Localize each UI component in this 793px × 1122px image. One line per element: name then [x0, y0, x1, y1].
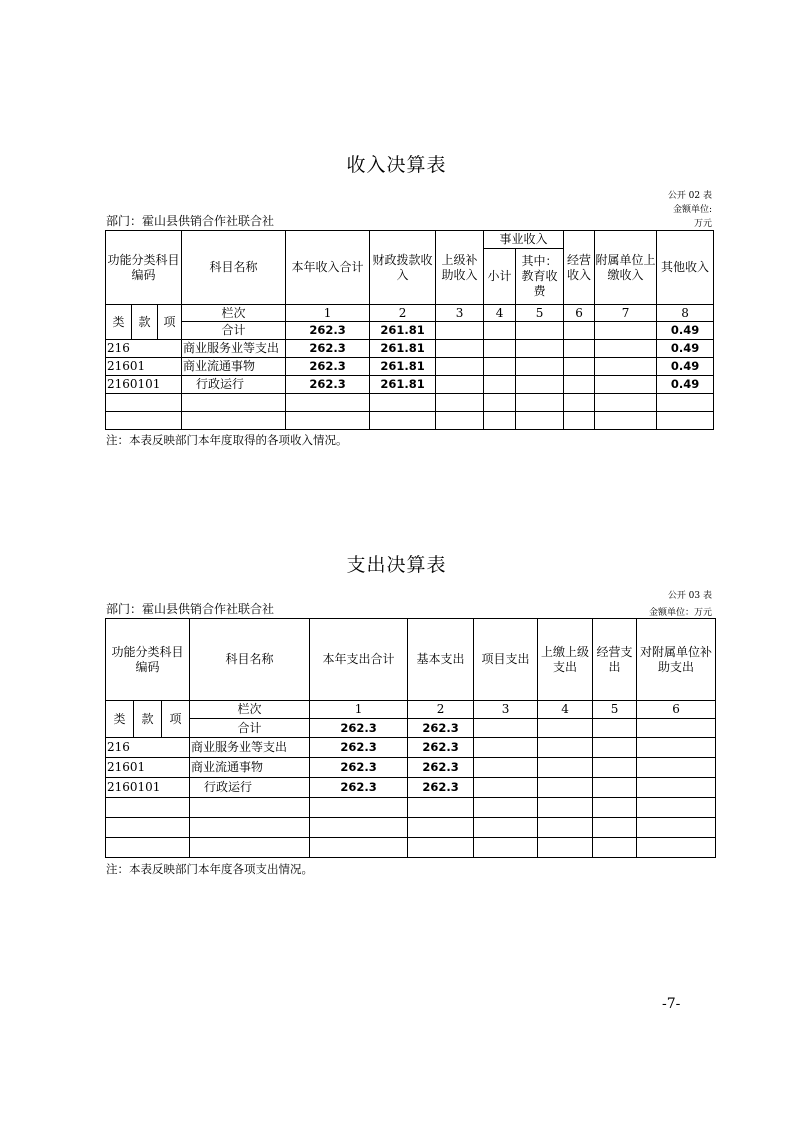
expense-col-4: 4: [538, 701, 593, 719]
income-lanci: 栏次: [182, 305, 286, 322]
expense-row-basic: 262.3: [408, 738, 474, 758]
income-row-other: 0.49: [657, 376, 714, 394]
income-col-4: 4: [484, 305, 516, 322]
income-row-fiscal: 261.81: [370, 358, 436, 376]
income-note: 注：本表反映部门本年度取得的各项收入情况。: [106, 433, 348, 447]
expense-dept: 部门：霍山县供销合作社联合社: [106, 602, 275, 616]
expense-table: [105, 618, 716, 858]
table-row: [106, 818, 716, 838]
expense-row-total: 262.3: [310, 738, 408, 758]
expense-note: 注：本表反映部门本年度各项支出情况。: [106, 862, 313, 876]
income-dept: 部门：霍山县供销合作社联合社: [106, 214, 275, 228]
income-header-xiang: 项: [158, 305, 182, 340]
income-row-other: 0.49: [657, 322, 714, 340]
expense-col-5: 5: [593, 701, 637, 719]
income-row-code: 21601: [106, 358, 182, 376]
expense-col-3: 3: [474, 701, 538, 719]
expense-row-basic: 262.3: [408, 719, 474, 738]
expense-col-1: 1: [310, 701, 408, 719]
income-row-fiscal: 261.81: [370, 322, 436, 340]
income-row-name: 合计: [182, 322, 286, 340]
income-col-5: 5: [516, 305, 564, 322]
income-header-edu: 其中：教育收费: [516, 249, 564, 305]
income-col-1: 1: [286, 305, 370, 322]
income-header-lei: 类: [106, 305, 132, 340]
income-row-total: 262.3: [286, 322, 370, 340]
table-row: [106, 376, 714, 394]
income-row-other: 0.49: [657, 358, 714, 376]
table-row: [106, 798, 716, 818]
income-header-code: 功能分类科目编码: [106, 231, 182, 305]
income-header-kuan: 款: [132, 305, 158, 340]
table-row: [106, 838, 716, 858]
income-row-code: 2160101: [106, 376, 182, 394]
expense-row-name: 商业流通事物: [190, 758, 310, 778]
expense-header-basic: 基本支出: [408, 619, 474, 701]
expense-header-kuan: 款: [134, 701, 162, 738]
expense-row-name: 商业服务业等支出: [190, 738, 310, 758]
income-header-affiliated: 附属单位上缴收入: [595, 231, 657, 305]
table-row: [106, 340, 714, 358]
expense-header-xiang: 项: [162, 701, 190, 738]
income-col-8: 8: [657, 305, 714, 322]
expense-header-project: 项目支出: [474, 619, 538, 701]
expense-row-code: 21601: [106, 758, 190, 778]
income-header-other: 其他收入: [657, 231, 714, 305]
income-row-name: 行政运行: [182, 376, 286, 394]
expense-unit: 金额单位：万元: [648, 608, 712, 618]
expense-row-name: 合计: [190, 719, 310, 738]
income-unit-value: 万元: [693, 219, 712, 229]
income-row-other: 0.49: [657, 340, 714, 358]
income-row-name: 商业流通事物: [182, 358, 286, 376]
income-header-fiscal: 财政拨款收入: [370, 231, 436, 305]
income-col-6: 6: [564, 305, 595, 322]
income-col-3: 3: [436, 305, 484, 322]
expense-row-code: 216: [106, 738, 190, 758]
table-row: [106, 778, 716, 798]
expense-row-name: 行政运行: [190, 778, 310, 798]
income-header-superior: 上级补助收入: [436, 231, 484, 305]
income-unit-label: 金额单位:: [672, 205, 712, 215]
income-title: 收入决算表: [346, 154, 447, 176]
expense-header-lei: 类: [106, 701, 134, 738]
income-row-total: 262.3: [286, 340, 370, 358]
table-row: [106, 758, 716, 778]
expense-header-operating: 经营支出: [593, 619, 637, 701]
expense-header-superior: 上缴上级支出: [538, 619, 593, 701]
expense-row-total: 262.3: [310, 719, 408, 738]
table-row: [106, 412, 714, 430]
expense-header-code: 功能分类科目编码: [106, 619, 190, 701]
income-row-total: 262.3: [286, 358, 370, 376]
table-row: [106, 738, 716, 758]
expense-row-total: 262.3: [310, 778, 408, 798]
income-table: [105, 230, 714, 430]
expense-row-basic: 262.3: [408, 778, 474, 798]
expense-lanci: 栏次: [190, 701, 310, 719]
income-header-total: 本年收入合计: [286, 231, 370, 305]
income-col-2: 2: [370, 305, 436, 322]
expense-col-2: 2: [408, 701, 474, 719]
expense-header-total: 本年支出合计: [310, 619, 408, 701]
table-row: [106, 394, 714, 412]
income-col-7: 7: [595, 305, 657, 322]
expense-header-name: 科目名称: [190, 619, 310, 701]
page-number: -7-: [662, 996, 681, 1012]
income-form-no: 公开 02 表: [667, 191, 712, 201]
income-row-code: 216: [106, 340, 182, 358]
expense-header-affiliated: 对附属单位补助支出: [637, 619, 716, 701]
income-row-total: 262.3: [286, 376, 370, 394]
table-row: [106, 358, 714, 376]
expense-form-no: 公开 03 表: [667, 591, 712, 601]
income-row-fiscal: 261.81: [370, 340, 436, 358]
income-header-operating: 经营收入: [564, 231, 595, 305]
expense-row-code: 2160101: [106, 778, 190, 798]
expense-row-basic: 262.3: [408, 758, 474, 778]
expense-row-total: 262.3: [310, 758, 408, 778]
income-header-business: 事业收入: [484, 231, 564, 249]
table-row: [106, 719, 716, 738]
income-header-name: 科目名称: [182, 231, 286, 305]
income-header-subtotal: 小计: [484, 249, 516, 305]
expense-title: 支出决算表: [346, 554, 447, 576]
income-row-name: 商业服务业等支出: [182, 340, 286, 358]
income-row-fiscal: 261.81: [370, 376, 436, 394]
expense-col-6: 6: [637, 701, 716, 719]
table-row: [106, 322, 714, 340]
